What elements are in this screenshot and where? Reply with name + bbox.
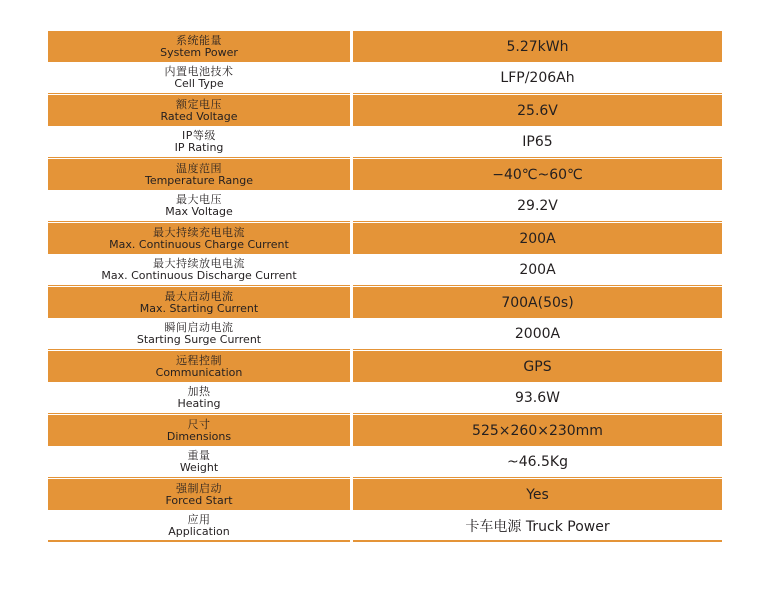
spec-value-cell bbox=[353, 31, 722, 62]
spec-row-heating bbox=[48, 383, 722, 415]
spec-label bbox=[48, 447, 350, 478]
spec-value: 200A bbox=[519, 230, 556, 247]
spec-value-cell bbox=[353, 319, 722, 350]
label-zh: 系统能量 bbox=[176, 33, 222, 47]
spec-value: 200A bbox=[519, 262, 556, 278]
label-en: Max. Starting Current bbox=[139, 301, 259, 315]
label-en: Forced Start bbox=[165, 493, 233, 507]
spec-label bbox=[48, 63, 350, 94]
label-en: Communication bbox=[155, 365, 243, 379]
label-zh: 最大持续充电电流 bbox=[153, 225, 245, 239]
spec-value: 卡车电源 Truck Power bbox=[465, 518, 610, 535]
spec-table bbox=[48, 31, 722, 543]
label-en: Heating bbox=[177, 397, 221, 410]
label-en: Cell Type bbox=[174, 77, 224, 90]
spec-row-max-continuous-discharge-current bbox=[48, 255, 722, 287]
spec-value-cell bbox=[353, 447, 722, 478]
spec-label bbox=[48, 351, 350, 382]
spec-label bbox=[48, 127, 350, 158]
spec-row-application bbox=[48, 511, 722, 543]
spec-value: ~46.5Kg bbox=[507, 454, 568, 470]
spec-value: 5.27kWh bbox=[506, 38, 569, 55]
spec-row-max-voltage bbox=[48, 191, 722, 223]
label-zh: 强制启动 bbox=[176, 481, 222, 495]
label-zh: 加热 bbox=[187, 385, 211, 398]
label-zh: 温度范围 bbox=[176, 161, 222, 175]
spec-value-cell bbox=[353, 479, 722, 510]
label-zh: 额定电压 bbox=[176, 97, 222, 111]
spec-value-cell bbox=[353, 383, 722, 414]
spec-label bbox=[48, 479, 350, 510]
spec-label bbox=[48, 319, 350, 350]
spec-value-cell bbox=[353, 191, 722, 222]
spec-label bbox=[48, 191, 350, 222]
label-en: Rated Voltage bbox=[160, 109, 238, 123]
spec-value: 700A(50s) bbox=[501, 294, 574, 311]
label-zh: 内置电池技术 bbox=[164, 65, 234, 78]
spec-label bbox=[48, 31, 350, 62]
spec-row-dimensions bbox=[48, 415, 722, 447]
spec-value-cell bbox=[353, 63, 722, 94]
spec-value: −40℃~60℃ bbox=[492, 166, 583, 183]
label-en: Max. Continuous Charge Current bbox=[109, 237, 289, 251]
label-en: IP Rating bbox=[174, 141, 224, 154]
spec-value-cell bbox=[353, 351, 722, 382]
spec-row-system-power bbox=[48, 31, 722, 63]
label-en: Max Voltage bbox=[165, 205, 233, 218]
spec-row-temperature-range bbox=[48, 159, 722, 191]
spec-label bbox=[48, 159, 350, 190]
spec-label bbox=[48, 287, 350, 318]
label-zh: IP等级 bbox=[182, 129, 216, 142]
spec-label bbox=[48, 383, 350, 414]
spec-value-cell bbox=[353, 255, 722, 286]
label-zh: 重量 bbox=[187, 449, 211, 462]
spec-value-cell bbox=[353, 95, 722, 126]
label-en: Max. Continuous Discharge Current bbox=[101, 269, 297, 282]
spec-row-max-starting-current bbox=[48, 287, 722, 319]
spec-row-communication bbox=[48, 351, 722, 383]
label-zh: 瞬间启动电流 bbox=[164, 321, 234, 334]
spec-row-forced-start bbox=[48, 479, 722, 511]
spec-value: Yes bbox=[526, 486, 549, 503]
spec-value: 2000A bbox=[514, 326, 561, 342]
label-en: Temperature Range bbox=[144, 173, 254, 187]
spec-row-cell-type bbox=[48, 63, 722, 95]
spec-row-max-continuous-charge-current bbox=[48, 223, 722, 255]
spec-value: IP65 bbox=[522, 134, 553, 150]
spec-row-rated-voltage bbox=[48, 95, 722, 127]
label-en: System Power bbox=[160, 45, 238, 59]
spec-value: 29.2V bbox=[517, 198, 558, 214]
spec-value: GPS bbox=[523, 358, 552, 375]
spec-value-cell bbox=[353, 287, 722, 318]
label-en: Weight bbox=[179, 461, 219, 474]
label-zh: 远程控制 bbox=[176, 353, 222, 367]
label-en: Application bbox=[168, 524, 230, 538]
label-zh: 应用 bbox=[187, 512, 211, 526]
spec-value: 93.6W bbox=[514, 390, 560, 406]
spec-label bbox=[48, 223, 350, 254]
spec-value-cell bbox=[353, 511, 722, 542]
spec-value: 525×260×230mm bbox=[472, 422, 603, 439]
spec-value: 25.6V bbox=[517, 102, 558, 119]
label-zh: 最大启动电流 bbox=[164, 289, 234, 303]
spec-row-weight bbox=[48, 447, 722, 479]
spec-value: LFP/206Ah bbox=[500, 70, 575, 86]
spec-label bbox=[48, 511, 350, 542]
label-zh: 最大电压 bbox=[176, 193, 222, 206]
spec-row-ip-rating bbox=[48, 127, 722, 159]
spec-row-starting-surge-current bbox=[48, 319, 722, 351]
spec-label bbox=[48, 415, 350, 446]
label-zh: 最大持续放电电流 bbox=[153, 257, 245, 270]
label-en: Starting Surge Current bbox=[136, 333, 262, 346]
spec-label bbox=[48, 255, 350, 286]
spec-label bbox=[48, 95, 350, 126]
label-zh: 尺寸 bbox=[187, 417, 211, 431]
label-en: Dimensions bbox=[166, 429, 232, 443]
spec-value-cell bbox=[353, 415, 722, 446]
spec-value-cell bbox=[353, 223, 722, 254]
spec-value-cell bbox=[353, 127, 722, 158]
spec-value-cell bbox=[353, 159, 722, 190]
